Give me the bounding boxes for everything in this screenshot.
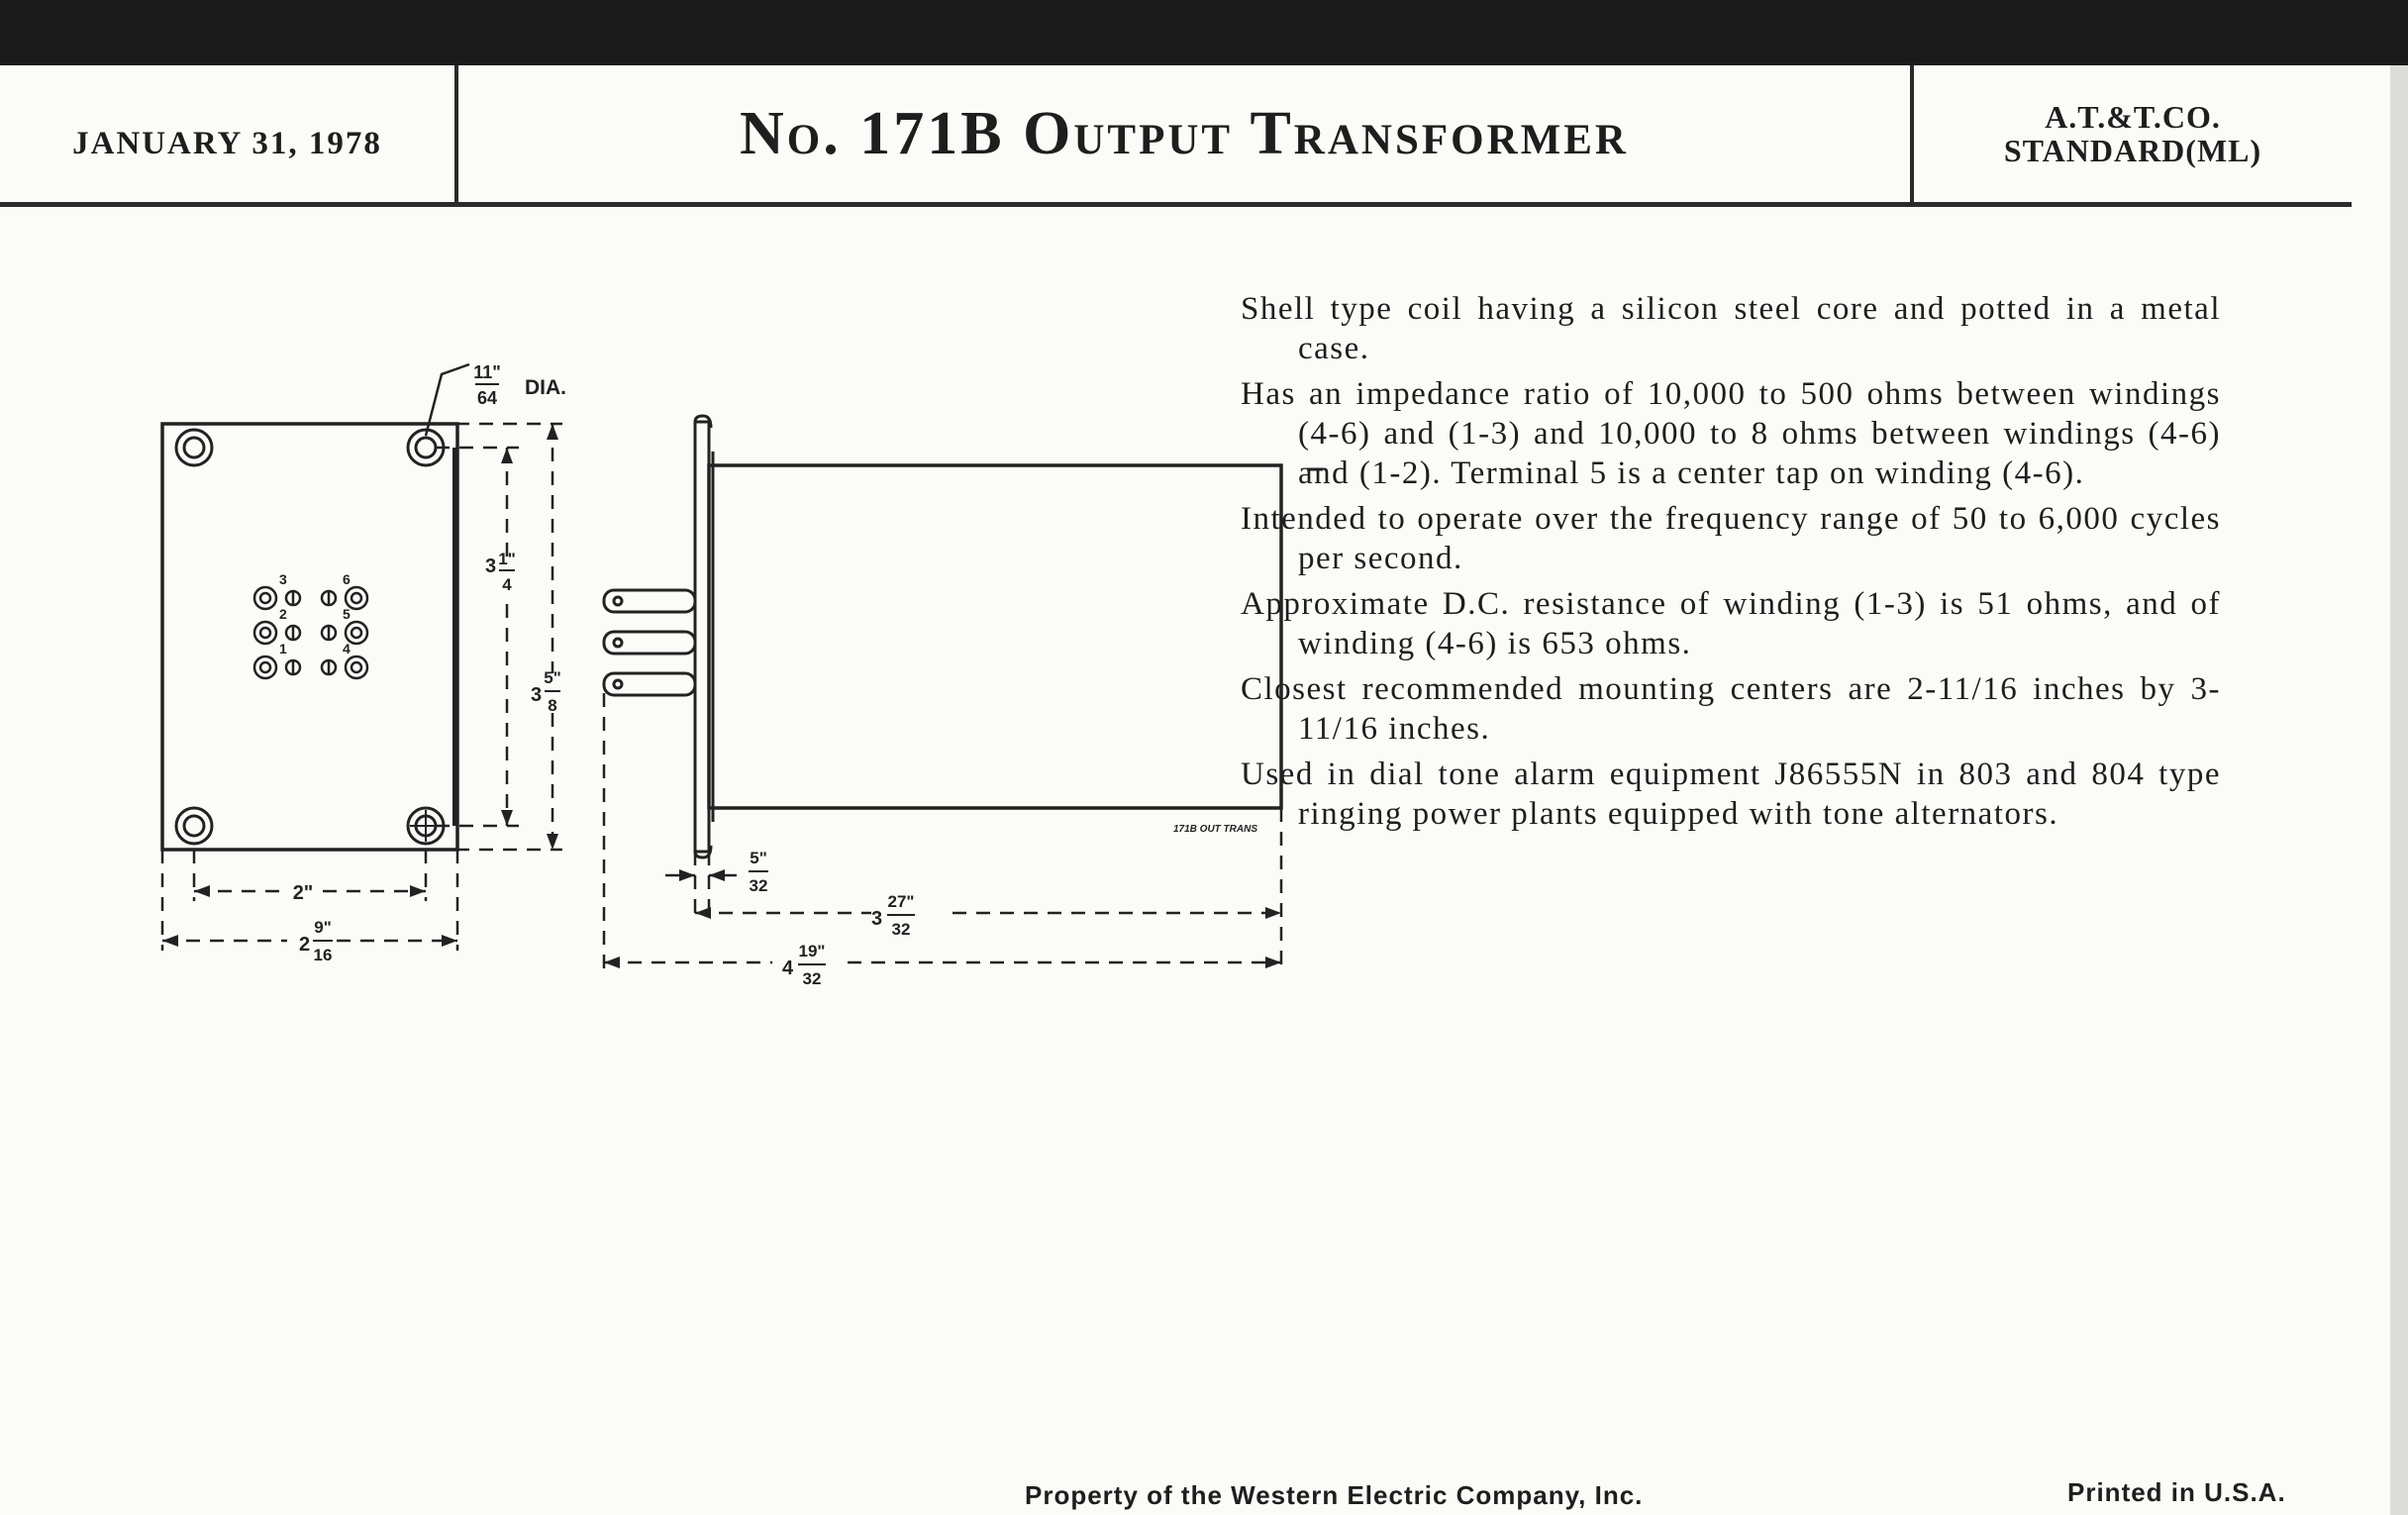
description-paragraph: Shell type coil having a silicon steel core and potted in a metal case. bbox=[1241, 291, 2221, 366]
side-terminal bbox=[604, 590, 695, 695]
description-paragraph: Approximate D.C. resistance of winding (1-3) is 51 ohms, and of winding (4-6) is 653 ohms. bbox=[1241, 586, 2221, 661]
dim-mount-w: 2" bbox=[292, 882, 314, 904]
dim-flange-den: 32 bbox=[749, 876, 768, 895]
description-paragraph: Used in dial tone alarm equipment J86555N in 803 and 804 type ringing power plants equipped with tone alternators. bbox=[1241, 757, 2221, 832]
dim-width-whole: 2 bbox=[299, 934, 311, 956]
case-marking: 171B OUT TRANS bbox=[1172, 824, 1257, 835]
dim-hole-den: 64 bbox=[476, 388, 498, 408]
header bbox=[0, 65, 2352, 207]
mounting-hole bbox=[176, 430, 212, 465]
dim-flange-num: 5" bbox=[750, 849, 767, 867]
description-paragraph: Intended to operate over the frequency range of 50 to 6,000 cycles per second. bbox=[1241, 501, 2221, 576]
standard-line-1: A.T.&T.CO. bbox=[2045, 99, 2221, 135]
dim-height-whole: 3 bbox=[531, 684, 543, 706]
dim-overall-den: 32 bbox=[802, 969, 822, 988]
description-paragraph: Has an impedance ratio of 10,000 to 500 ohms between windings (4-6) and (1-3) and 10,000 to 8 ohms between windings (4-6) and (1-2). Terminal 5 is a center tap on winding (4-6). bbox=[1241, 376, 2221, 491]
description-paragraph: Closest recommended mounting centers are 2-11/16 inches by 3-11/16 inches. bbox=[1241, 671, 2221, 747]
dim-overall-whole: 4 bbox=[782, 958, 794, 979]
dim-body-num: 27" bbox=[887, 892, 915, 911]
dim-mount-h-num: 1" bbox=[498, 550, 516, 568]
description bbox=[1241, 289, 2221, 840]
dim-overall-num: 19" bbox=[798, 942, 826, 960]
front-plate bbox=[162, 424, 457, 850]
dim-height-den: 8 bbox=[548, 696, 557, 715]
terminal-label: 5 bbox=[343, 606, 351, 622]
footer-property: Property of the Western Electric Company, Inc. bbox=[1025, 1480, 1644, 1510]
mounting-hole bbox=[176, 808, 212, 844]
standard-line-2: STANDARD(ML) bbox=[2003, 133, 2262, 168]
dim-hole-num: 11" bbox=[473, 362, 501, 382]
dim-height-num: 5" bbox=[544, 668, 561, 687]
sheet-edge bbox=[2390, 65, 2408, 1515]
terminal-label: 3 bbox=[279, 571, 287, 587]
page-title: No. 171B Output Transformer bbox=[740, 99, 1629, 167]
dim-hole-label: DIA. bbox=[525, 376, 566, 399]
front-view bbox=[162, 362, 566, 964]
terminal-label: 1 bbox=[279, 641, 287, 656]
terminal-label: 6 bbox=[343, 571, 351, 587]
dim-width-num: 9" bbox=[314, 918, 332, 937]
dim-width-den: 16 bbox=[313, 946, 333, 964]
issue-date: JANUARY 31, 1978 bbox=[72, 125, 382, 161]
terminal-group bbox=[254, 587, 367, 678]
dim-mount-h-den: 4 bbox=[502, 575, 512, 594]
terminal-label: 4 bbox=[343, 641, 351, 656]
side-flange bbox=[695, 422, 709, 852]
terminal-label: 2 bbox=[279, 606, 287, 622]
dimension-drawing bbox=[139, 337, 1257, 1010]
standard-block bbox=[1914, 65, 2352, 202]
case-body bbox=[709, 465, 1281, 808]
dim-mount-h-whole: 3 bbox=[485, 556, 497, 577]
footer-printed: Printed in U.S.A. bbox=[2067, 1477, 2286, 1507]
dim-body-whole: 3 bbox=[871, 908, 883, 930]
dim-body-den: 32 bbox=[891, 920, 911, 939]
